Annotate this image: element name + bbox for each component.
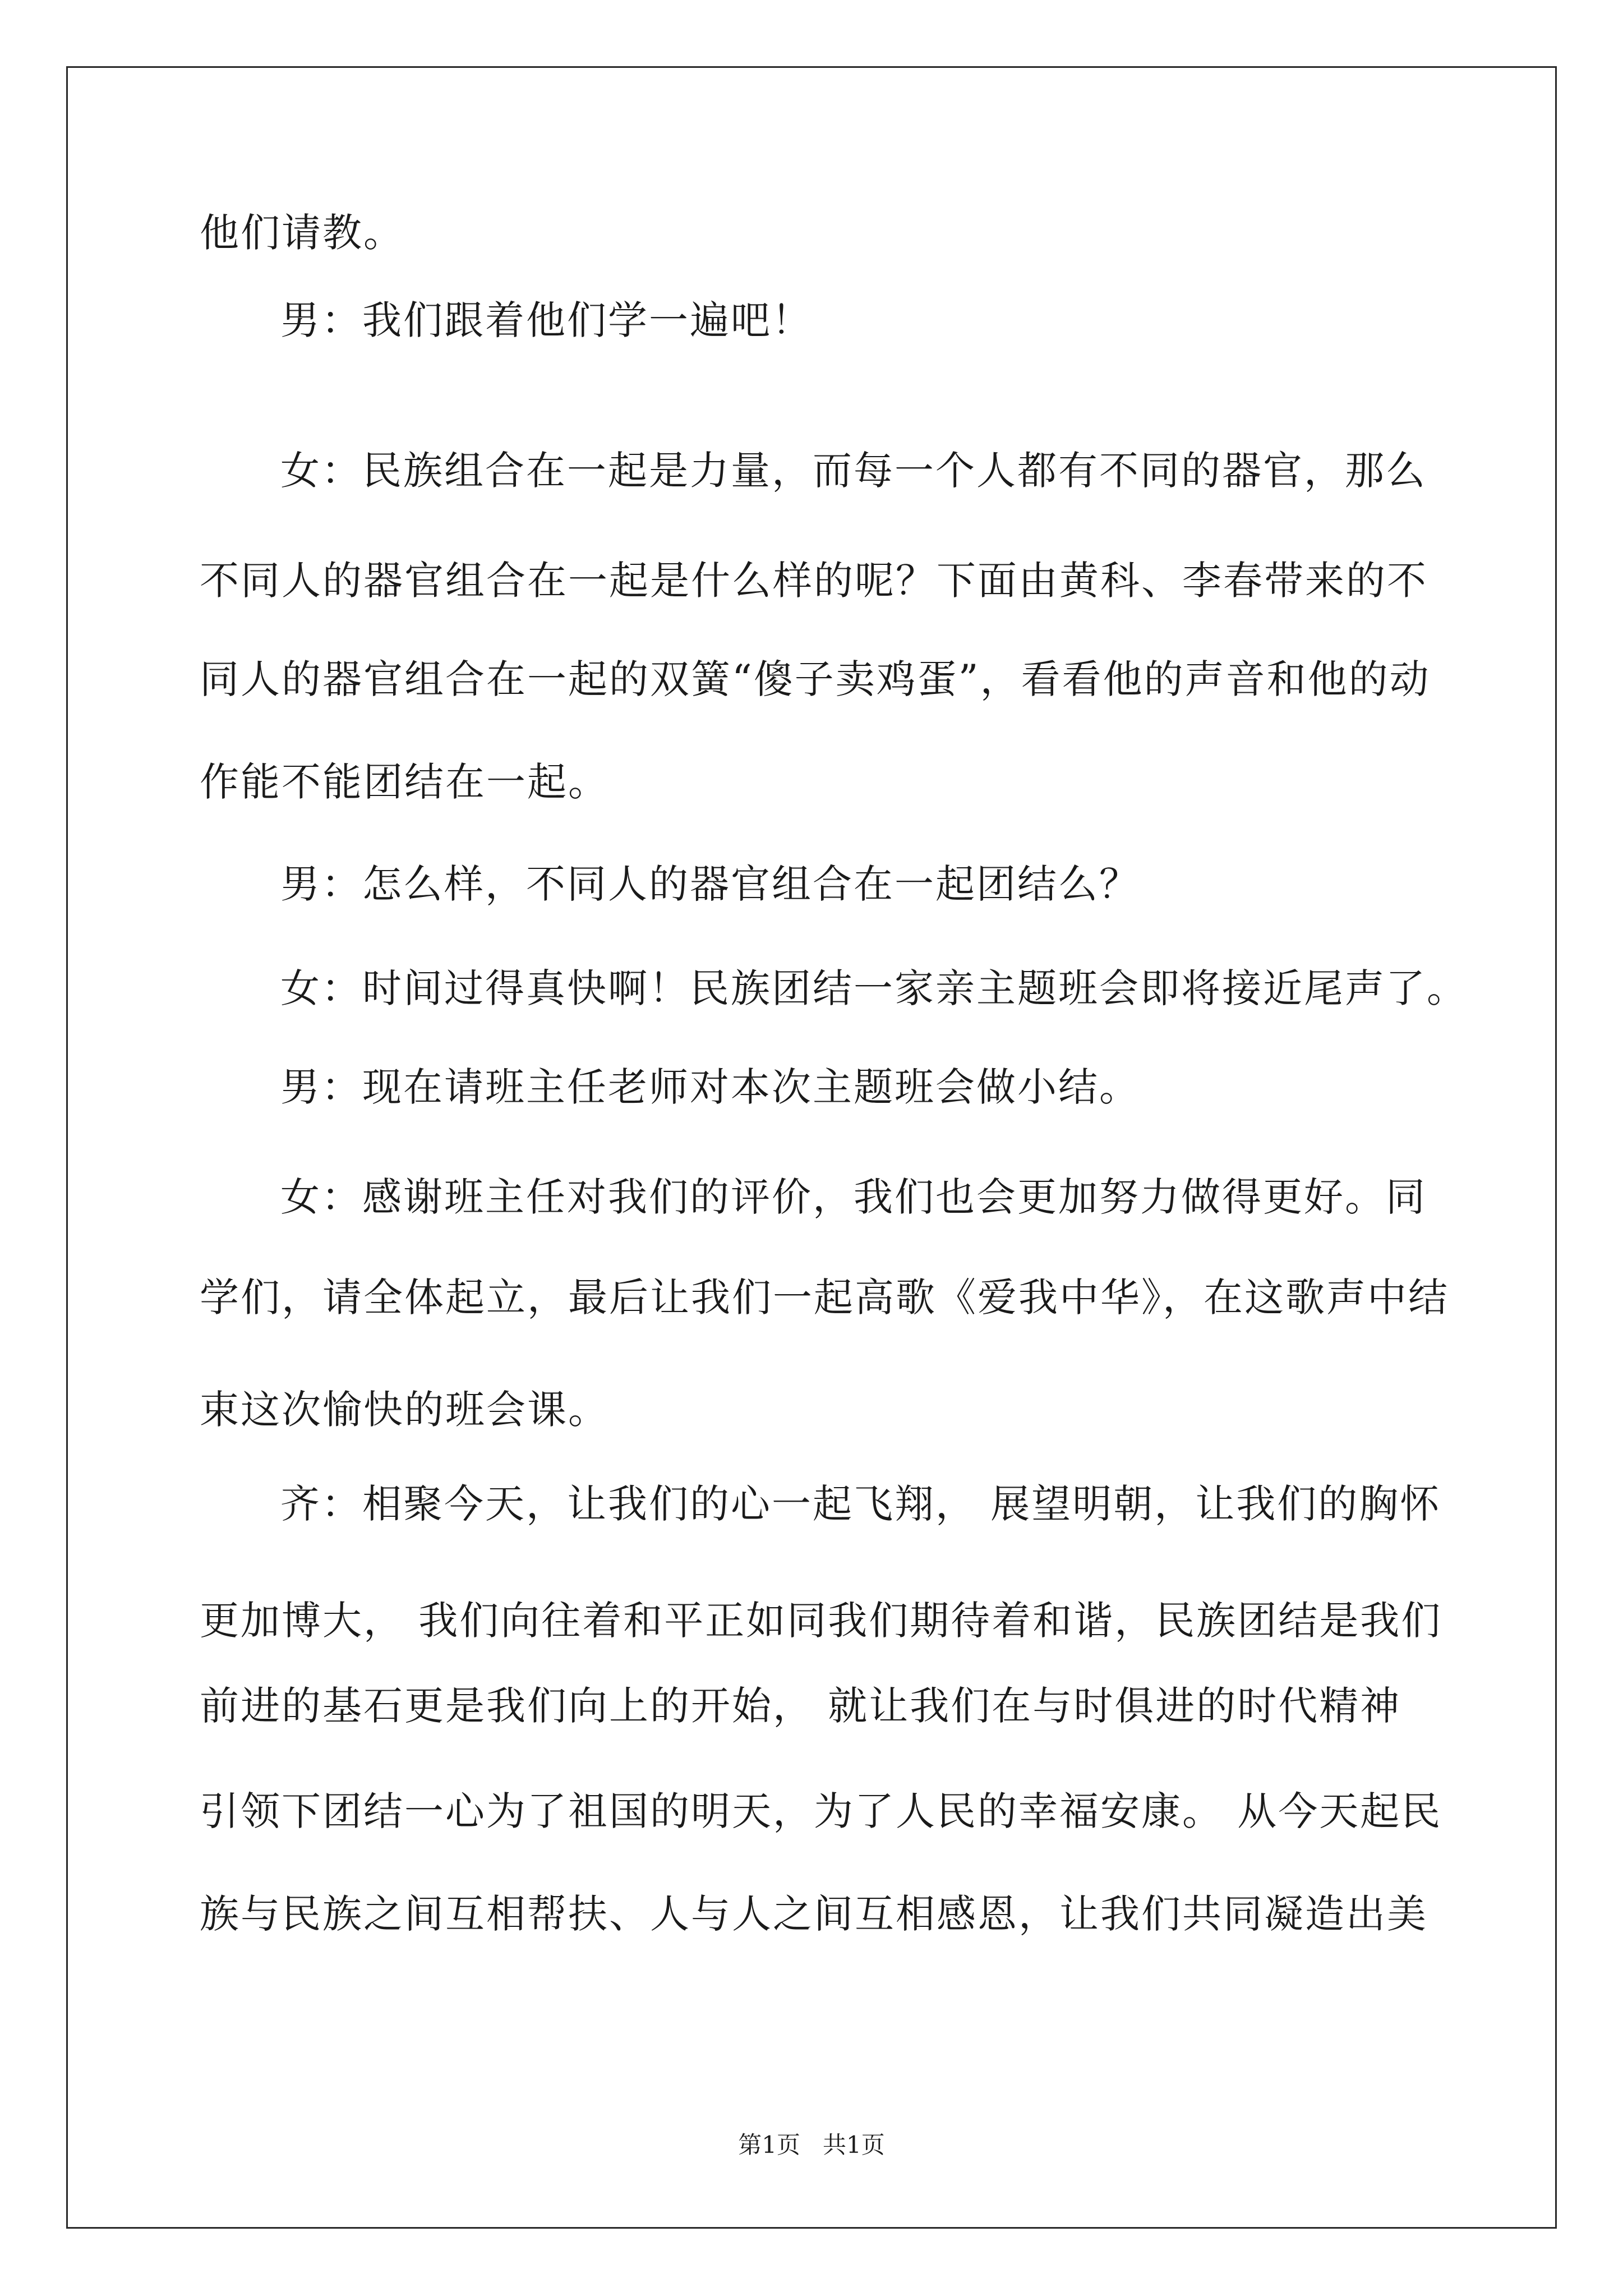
body-line: 女：感谢班主任对我们的评价，我们也会更加努力做得更好。同: [280, 1174, 1427, 1220]
body-line: 男：现在请班主任老师对本次主题班会做小结。: [280, 1064, 1140, 1110]
body-line: 男：我们跟着他们学一遍吧！: [280, 297, 813, 343]
body-line: 同人的器官组合在一起的双簧“傻子卖鸡蛋”，看看他的声音和他的动: [200, 656, 1431, 702]
page-footer: 第1页 共1页: [738, 2131, 885, 2159]
body-line: 引领下团结一心为了祖国的明天，为了人民的幸福安康。 从今天起民: [200, 1788, 1442, 1834]
body-line: 女：民族组合在一起是力量，而每一个人都有不同的器官，那么: [280, 448, 1427, 494]
body-line: 学们，请全体起立，最后让我们一起高歌《爱我中华》，在这歌声中结: [200, 1274, 1449, 1320]
body-line: 男：怎么样，不同人的器官组合在一起团结么？: [280, 861, 1140, 907]
body-line: 族与民族之间互相帮扶、人与人之间互相感恩，让我们共同凝造出美: [200, 1891, 1428, 1937]
body-line: 作能不能团结在一起。: [200, 759, 609, 805]
body-line: 更加博大， 我们向往着和平正如同我们期待着和谐，民族团结是我们: [200, 1598, 1442, 1644]
body-line: 齐：相聚今天，让我们的心一起飞翔， 展望明朝，让我们的胸怀: [280, 1481, 1441, 1527]
body-line: 女：时间过得真快啊！民族团结一家亲主题班会即将接近尾声了。: [280, 965, 1468, 1011]
body-line: 前进的基石更是我们向上的开始， 就让我们在与时俱进的时代精神: [200, 1683, 1401, 1729]
body-line: 他们请教。: [200, 210, 404, 256]
body-line: 不同人的器官组合在一起是什么样的呢？下面由黄科、李春带来的不: [200, 558, 1428, 604]
body-line: 束这次愉快的班会课。: [200, 1387, 609, 1433]
